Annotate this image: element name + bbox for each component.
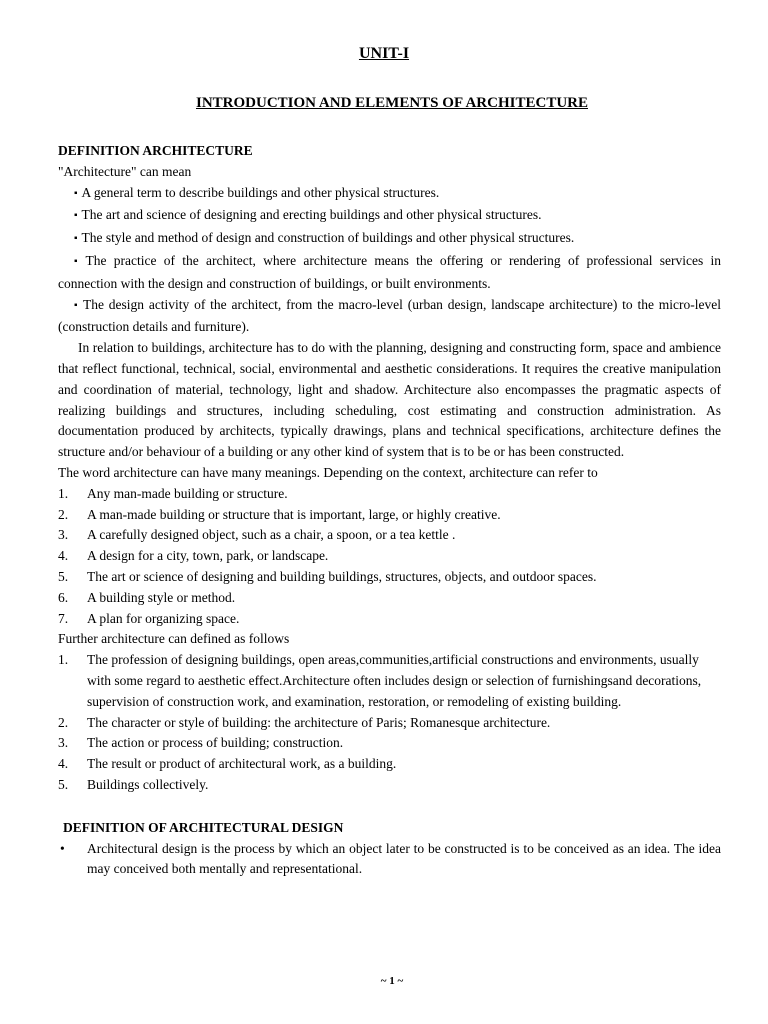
list-item: ▪ The practice of the architect, where architecture means the offering or rendering of professional services in connection with the design and construction of buildings, or built environments.	[58, 252, 721, 291]
list-item: ▪ A general term to describe buildings and other physical structures.	[74, 184, 440, 200]
list-item: 5. Buildings collectively.	[58, 776, 209, 792]
further-intro: Further architecture can defined as follows	[58, 631, 290, 647]
list-item: 3. A carefully designed object, such as a chair, a spoon, or a tea kettle .	[58, 527, 456, 543]
list-item: 3. The action or process of building; construction.	[58, 735, 344, 751]
definition-bullet-list	[58, 183, 721, 339]
list-item: 4. A design for a city, town, park, or landscape.	[58, 548, 329, 564]
list-item: ▪ The art and science of designing and erecting buildings and other physical structures.	[74, 207, 542, 223]
list-item: 1. The profession of designing buildings, open areas,communities,artificial constructions and environments, usually with some regard to aesthetic effect.Architecture often includes design or selection of furnishingsand decorations, supervision of construction work, and examination, restoration, or remodeling of existing building.	[58, 652, 702, 709]
unit-title: UNIT-I	[358, 45, 410, 62]
list-item: 1. Any man-made building or structure.	[58, 485, 288, 501]
square-bullet-icon: ▪	[74, 210, 78, 222]
list-item: 6. A building style or method.	[58, 589, 236, 605]
list-item: • Architectural design is the process by which an object later to be constructed is to be conceived as an idea. The idea may conceived both mentally and representational.	[58, 839, 721, 881]
section-heading-definition-architecture: DEFINITION ARCHITECTURE	[58, 143, 253, 158]
meanings-list	[58, 484, 721, 630]
section-intro: "Architecture" can mean	[58, 163, 192, 179]
list-item: ▪ The design activity of the architect, from the macro-level (urban design, landscape architecture) to the micro-level (construction details and furniture).	[58, 296, 721, 335]
meanings-intro: The word architecture can have many meanings. Depending on the context, architecture can refer to	[58, 464, 598, 480]
list-item: 2. The character or style of building: the architecture of Paris; Romanesque architecture.	[58, 714, 551, 730]
list-item: 5. The art or science of designing and building buildings, structures, objects, and outdoor spaces.	[58, 568, 597, 584]
square-bullet-icon: ▪	[74, 233, 78, 245]
page-number: ~ 1 ~	[380, 975, 404, 987]
section-heading-architectural-design: DEFINITION OF ARCHITECTURAL DESIGN	[63, 819, 344, 835]
further-list	[58, 650, 721, 796]
list-item: ▪ The style and method of design and construction of buildings and other physical structures.	[74, 230, 575, 246]
square-bullet-icon: ▪	[74, 187, 78, 199]
document-body	[58, 141, 721, 880]
dot-bullet-icon: •	[60, 840, 65, 856]
page-title: INTRODUCTION AND ELEMENTS OF ARCHITECTURE	[195, 95, 588, 111]
body-paragraph: In relation to buildings, architecture has to do with the planning, designing and constructing form, space and ambience that reflect functional, technical, social, environmental and aesthetic considerations. It requires the creative manipulation and coordination of material, technology, light and shadow. Architecture also encompasses the pragmatic aspects of realizing buildings and structures, including scheduling, cost estimating and construction administration. As documentation produced by architects, typically drawings, plans and technical specifications, architecture defines the structure and/or behaviour of a building or any other kind of system that is to be or has been constructed.	[58, 340, 721, 460]
list-item: 4. The result or product of architectural work, as a building.	[58, 756, 397, 772]
list-item: 2. A man-made building or structure that is important, large, or highly creative.	[58, 506, 501, 522]
square-bullet-icon: ▪	[74, 299, 79, 311]
square-bullet-icon: ▪	[74, 255, 82, 267]
list-item: 7. A plan for organizing space.	[58, 610, 240, 626]
